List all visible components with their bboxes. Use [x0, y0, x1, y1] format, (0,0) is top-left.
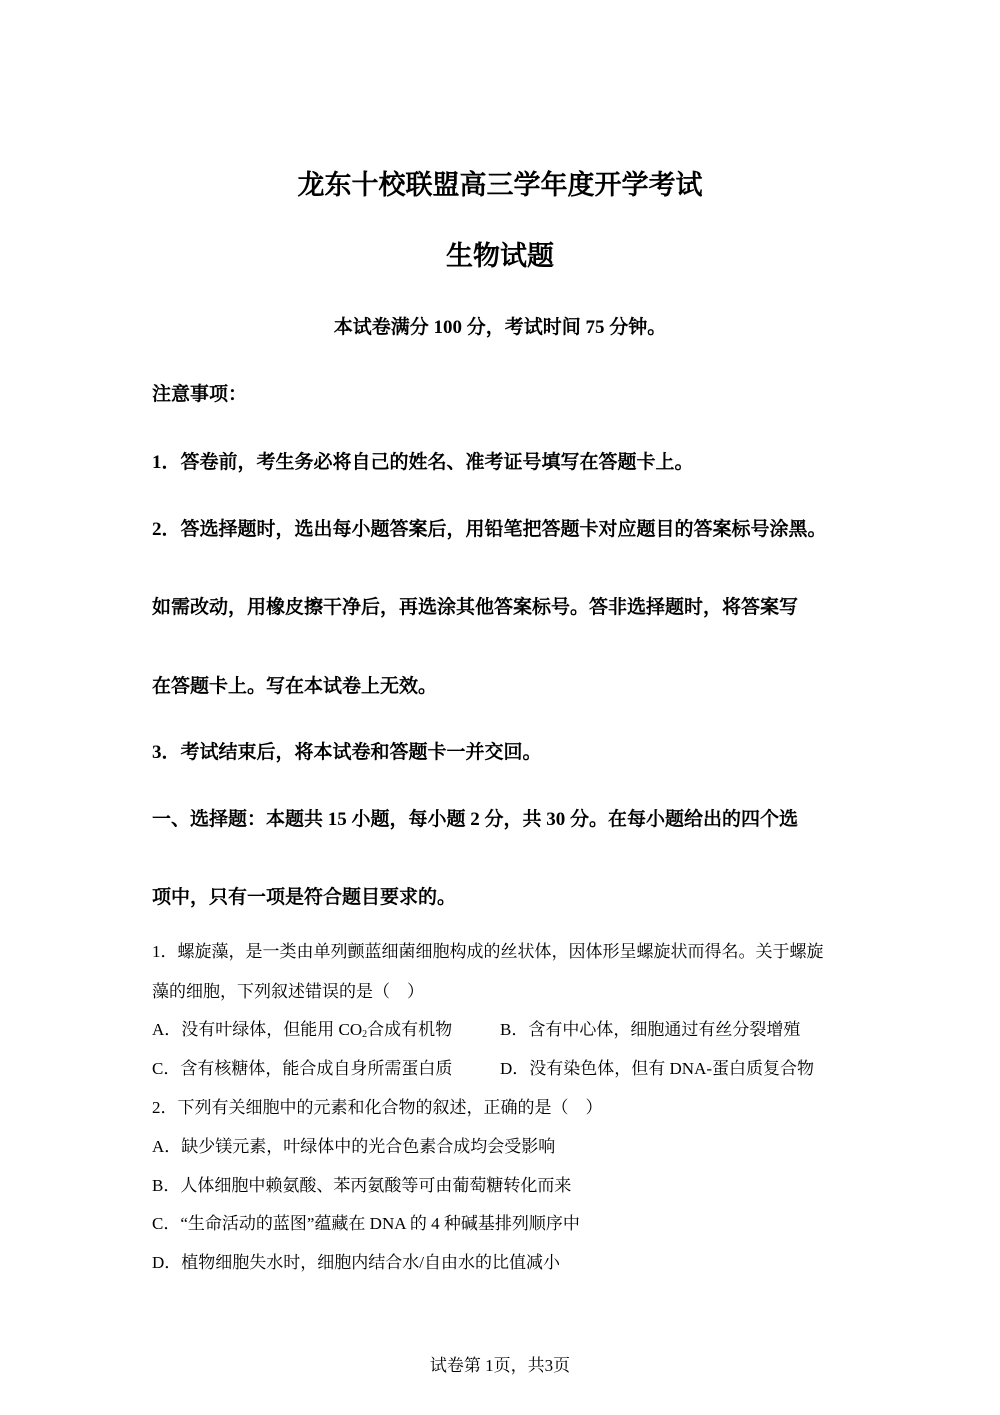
exam-title: 龙东十校联盟高三学年度开学考试	[297, 170, 703, 200]
question-1-option-b: B．含有中心体，细胞通过有丝分裂增殖	[500, 1020, 801, 1039]
section-heading-line-1: 一、选择题：本题共 15 小题，每小题 2 分，共 30 分。在每小题给出的四个选	[152, 809, 799, 830]
question-1-stem-line-2: 藻的细胞，下列叙述错误的是（ ）	[152, 982, 424, 1001]
question-2-option-c: C．“生命活动的蓝图”蕴藏在 DNA 的 4 种碱基排列顺序中	[152, 1214, 580, 1233]
page-footer: 试卷第 1页，共3页	[429, 1356, 571, 1375]
notice-item-2-line-2: 如需改动，用橡皮擦干净后，再选涂其他答案标号。答非选择题时，将答案写	[152, 597, 799, 618]
question-2-option-d: D．植物细胞失水时，细胞内结合水/自由水的比值减小	[152, 1253, 560, 1272]
notice-item-2-line-1: 2．答选择题时，选出每小题答案后，用铅笔把答题卡对应题目的答案标号涂黑。	[152, 519, 827, 540]
option-a-text-end: 合成有机物	[367, 1020, 453, 1039]
notice-item-2-line-3: 在答题卡上。写在本试卷上无效。	[152, 676, 438, 697]
notice-item-3: 3．考试结束后，将本试卷和答题卡一并交回。	[152, 742, 542, 763]
exam-info: 本试卷满分 100 分，考试时间 75 分钟。	[333, 317, 667, 338]
question-2-stem: 2．下列有关细胞中的元素和化合物的叙述，正确的是（ ）	[152, 1098, 603, 1117]
notice-heading: 注意事项：	[152, 384, 248, 405]
section-heading-line-2: 项中，只有一项是符合题目要求的。	[152, 887, 457, 908]
option-a-text: A．没有叶绿体，但能用 CO	[152, 1020, 363, 1039]
question-1-option-c: C．含有核糖体，能合成自身所需蛋白质	[152, 1059, 453, 1078]
question-1-option-a	[152, 1021, 452, 1038]
question-1-stem-line-1: 1．螺旋藻，是一类由单列颤蓝细菌细胞构成的丝状体，因体形呈螺旋状而得名。关于螺旋	[152, 942, 824, 961]
co2-subscript: 2	[362, 1029, 368, 1040]
notice-item-1: 1．答卷前，考生务必将自己的姓名、准考证号填写在答题卡上。	[152, 452, 694, 473]
question-1-option-d: D．没有染色体，但有 DNA-蛋白质复合物	[500, 1059, 815, 1078]
question-2-option-a: A．缺少镁元素，叶绿体中的光合色素合成均会受影响	[152, 1137, 556, 1156]
subject-title: 生物试题	[446, 241, 554, 271]
question-2-option-b: B．人体细胞中赖氨酸、苯丙氨酸等可由葡萄糖转化而来	[152, 1176, 572, 1195]
